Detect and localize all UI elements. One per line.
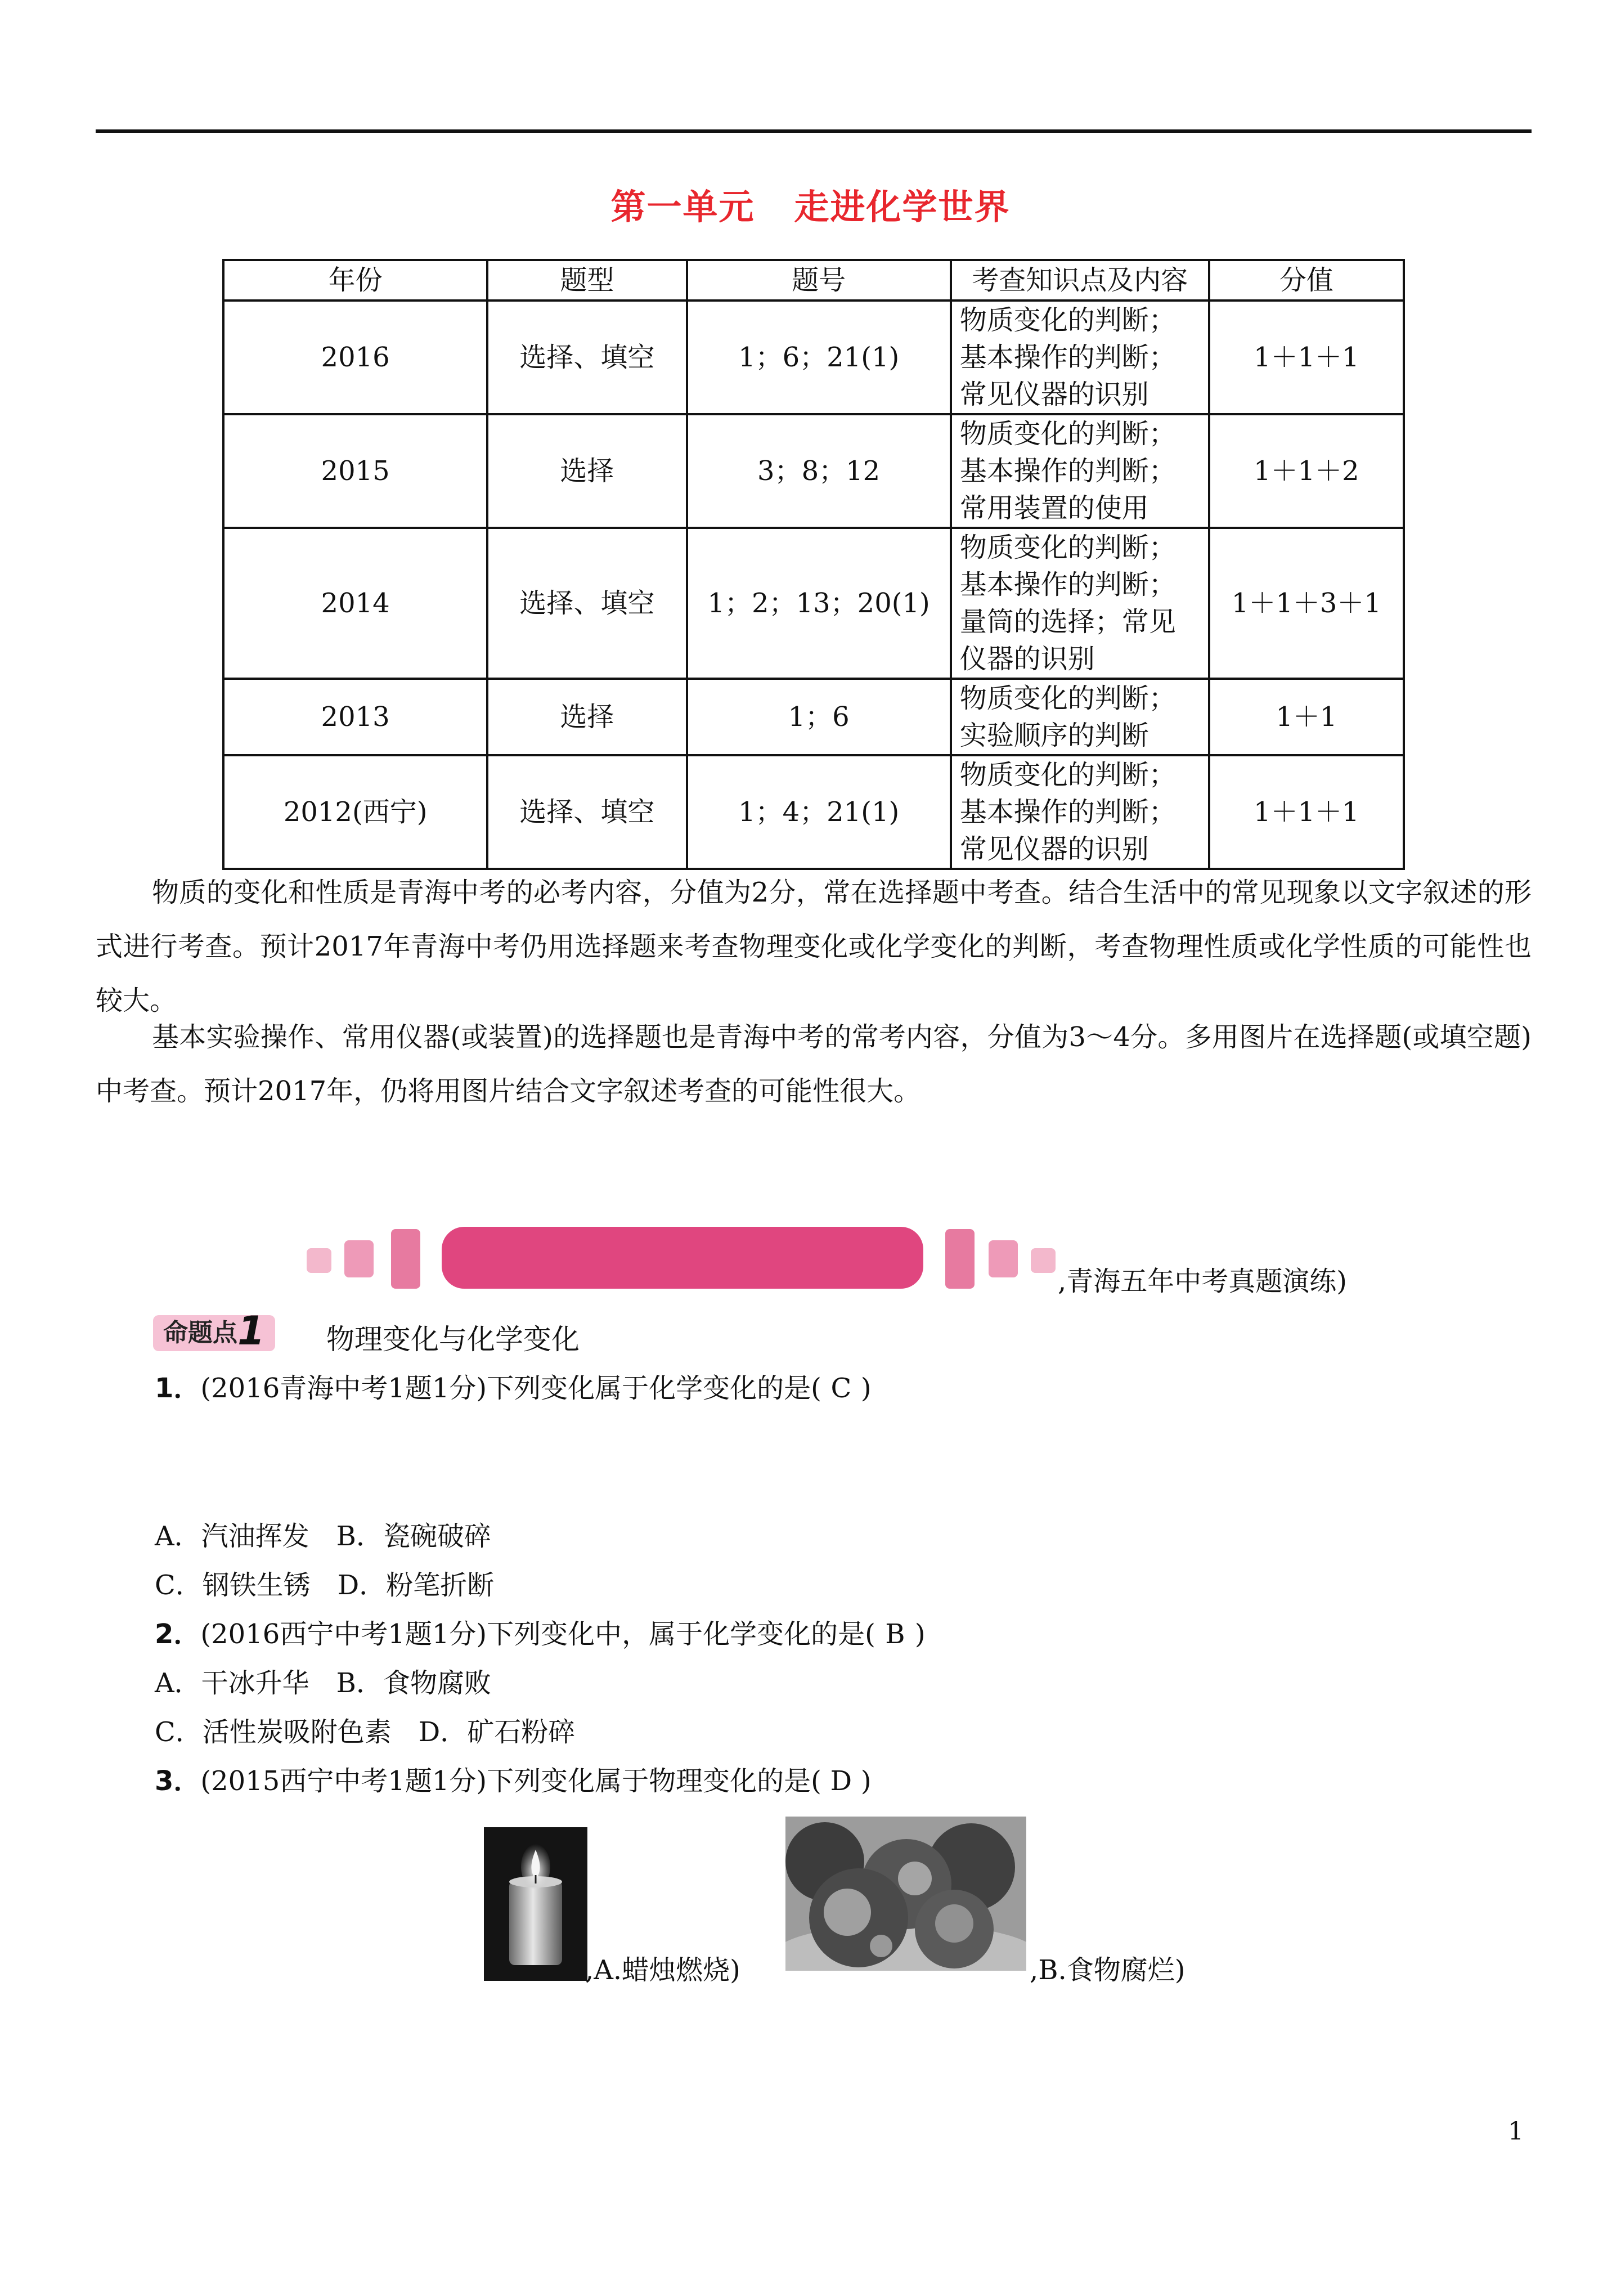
banner-square xyxy=(1031,1248,1056,1273)
col-header-nums: 题号 xyxy=(687,260,951,301)
option-caption-b: ,B.食物腐烂) xyxy=(1030,1954,1186,1986)
col-header-type: 题型 xyxy=(487,260,686,301)
cell-score: 1＋1＋3＋1 xyxy=(1209,528,1404,679)
knowledge-line: 量筒的选择；常见 xyxy=(959,606,1176,638)
question-close: ) xyxy=(914,1618,926,1650)
knowledge-line: 仪器的识别 xyxy=(959,643,1095,675)
question-1 xyxy=(155,1369,872,1408)
knowledge-line: 基本操作的判断； xyxy=(959,796,1176,828)
knowledge-line: 基本操作的判断； xyxy=(959,342,1176,373)
banner-text: ,青海五年中考真题演练) xyxy=(1058,1266,1347,1297)
question-2 xyxy=(155,1615,926,1654)
knowledge-line: 常见仪器的识别 xyxy=(959,379,1149,410)
question-stem: (2015西宁中考1题1分)下列变化属于物理变化的是( xyxy=(200,1765,821,1797)
knowledge-line: 基本操作的判断； xyxy=(959,455,1176,487)
unit-title xyxy=(0,179,1621,229)
col-header-year: 年份 xyxy=(223,260,487,301)
table-row xyxy=(223,679,1404,755)
question-stem: (2016西宁中考1题1分)下列变化中，属于化学变化的是( xyxy=(200,1618,875,1650)
candle-image xyxy=(484,1827,587,1981)
knowledge-line: 常用装置的使用 xyxy=(959,492,1149,524)
cell-type: 选择、填空 xyxy=(487,755,686,869)
rotten-fruit-icon xyxy=(785,1817,1026,1971)
banner-square xyxy=(307,1248,331,1273)
question-number: 2． xyxy=(155,1618,201,1650)
cell-score: 1＋1＋2 xyxy=(1209,414,1404,528)
knowledge-line: 物质变化的判断； xyxy=(959,418,1176,450)
candle-icon xyxy=(484,1827,587,1981)
cell-score: 1＋1 xyxy=(1209,679,1404,755)
cell-year: 2013 xyxy=(223,679,487,755)
topic-tag xyxy=(153,1308,275,1354)
table-row xyxy=(223,301,1404,414)
header-rule xyxy=(96,129,1532,133)
cell-year: 2015 xyxy=(223,414,487,528)
question-close: ) xyxy=(860,1373,872,1404)
cell-year: 2014 xyxy=(223,528,487,679)
cell-knowledge xyxy=(951,301,1209,414)
unit-title-part1: 第一单元 xyxy=(610,186,755,227)
banner-bar xyxy=(442,1227,923,1289)
option-caption-a: ,A.蜡烛燃烧) xyxy=(585,1954,740,1986)
cell-type: 选择 xyxy=(487,679,686,755)
knowledge-line: 物质变化的判断； xyxy=(959,304,1176,336)
cell-knowledge xyxy=(951,755,1209,869)
col-header-score: 分值 xyxy=(1209,260,1404,301)
topic-number: 1 xyxy=(237,1308,265,1354)
table-row xyxy=(223,528,1404,679)
knowledge-line: 物质变化的判断； xyxy=(959,532,1176,563)
question-option: A．汽油挥发 B．瓷碗破碎 xyxy=(155,1521,491,1552)
analysis-paragraph-1: 物质的变化和性质是青海中考的必考内容，分值为2分，常在选择题中考查。结合生活中的常见现象以文字叙述的形式进行考查。预计2017年青海中考仍用选择题来考查物理变化或化学变化的判断，考查物理性质或化学性质的可能性也较大。 xyxy=(96,877,1532,1016)
cell-score: 1＋1＋1 xyxy=(1209,301,1404,414)
banner-square xyxy=(989,1240,1018,1277)
cell-year: 2012(西宁) xyxy=(223,755,487,869)
question-3 xyxy=(155,1761,872,1801)
cell-nums: 1；4；21(1) xyxy=(687,755,951,869)
cell-year: 2016 xyxy=(223,301,487,414)
cell-nums: 1；2；13；20(1) xyxy=(687,528,951,679)
cell-knowledge xyxy=(951,679,1209,755)
banner-square xyxy=(945,1229,975,1289)
table-row xyxy=(223,755,1404,869)
exam-analysis-table xyxy=(222,259,1405,870)
cell-nums: 1；6；21(1) xyxy=(687,301,951,414)
analysis-paragraph-2: 基本实验操作、常用仪器(或装置)的选择题也是青海中考的常考内容，分值为3～4分。多用图片在选择题(或填空题)中考查。预计2017年，仍将用图片结合文字叙述考查的可能性很大。 xyxy=(96,1021,1532,1107)
topic-title: 物理变化与化学变化 xyxy=(326,1323,580,1356)
cell-knowledge xyxy=(951,528,1209,679)
cell-type: 选择、填空 xyxy=(487,528,686,679)
question-stem: (2016青海中考1题1分)下列变化属于化学变化的是( xyxy=(200,1373,821,1404)
question-number: 3． xyxy=(155,1765,201,1797)
question-option: C．活性炭吸附色素 D．矿石粉碎 xyxy=(155,1716,576,1748)
page-number: 1 xyxy=(1508,2117,1524,2146)
cell-type: 选择 xyxy=(487,414,686,528)
banner-square xyxy=(391,1229,420,1289)
answer: D xyxy=(830,1765,852,1797)
topic-tag-label: 命题点 xyxy=(163,1319,237,1347)
knowledge-line: 基本操作的判断； xyxy=(959,569,1176,600)
cell-knowledge xyxy=(951,414,1209,528)
answer: B xyxy=(885,1618,905,1650)
question-option: C．钢铁生锈 D．粉笔折断 xyxy=(155,1569,495,1601)
question-close: ) xyxy=(860,1765,872,1797)
knowledge-line: 物质变化的判断； xyxy=(959,759,1176,791)
cell-type: 选择、填空 xyxy=(487,301,686,414)
knowledge-line: 物质变化的判断； xyxy=(959,683,1176,714)
cell-nums: 3；8；12 xyxy=(687,414,951,528)
question-option: A．干冰升华 B．食物腐败 xyxy=(155,1667,491,1699)
question-number: 1． xyxy=(155,1373,201,1404)
table-header-row xyxy=(223,260,1404,301)
table-row xyxy=(223,414,1404,528)
unit-title-part2: 走进化学世界 xyxy=(794,186,1011,227)
knowledge-line: 常见仪器的识别 xyxy=(959,833,1149,865)
col-header-knowledge: 考查知识点及内容 xyxy=(951,260,1209,301)
rotten-food-image xyxy=(785,1817,1026,1971)
banner-square xyxy=(344,1240,374,1277)
knowledge-line: 实验顺序的判断 xyxy=(959,720,1149,751)
cell-nums: 1；6 xyxy=(687,679,951,755)
answer: C xyxy=(830,1373,852,1404)
cell-score: 1＋1＋1 xyxy=(1209,755,1404,869)
